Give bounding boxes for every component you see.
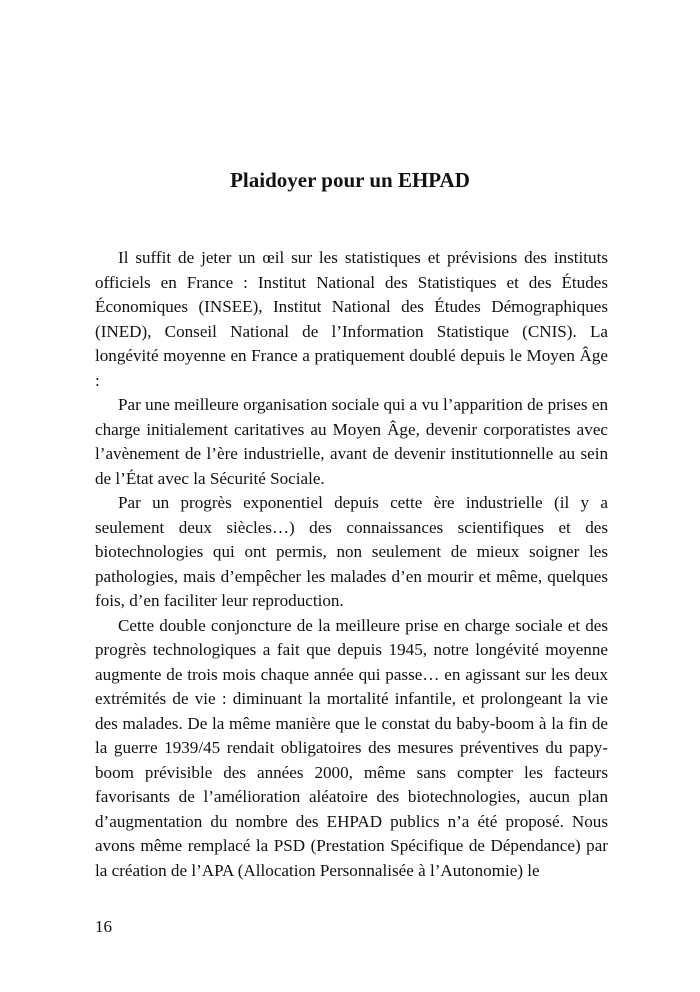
paragraph: Il suffit de jeter un œil sur les statistiques et prévisions des instituts officiels en France : Institut National des Statistiques et des Études Économiques (INSEE), Institut National des Études Démographiques (INED), Conseil National de l’Information Statistique (CNIS). La longévité moyenne en France a pratiquement doublé depuis le Moyen Âge : xyxy=(95,248,608,390)
chapter-title: Plaidoyer pour un EHPAD xyxy=(230,168,470,192)
paragraph: Par un progrès exponentiel depuis cette ère industrielle (il y a seulement deux siècles…) des connaissances scientifiques et des biotechnologies qui ont permis, non seulement de mieux soigner les pathologies, mais d’empêcher les malades d’en mourir et même, quelques fois, d’en faciliter leur reproduction. xyxy=(95,493,608,610)
paragraph: Par une meilleure organisation sociale qui a vu l’apparition de prises en charge initialement caritatives au Moyen Âge, devenir corporatistes avec l’avènement de l’ère industrielle, avant de devenir institutionnelle au sein de l’État avec la Sécurité Sociale. xyxy=(95,395,608,488)
page-number: 16 xyxy=(95,917,112,936)
paragraph: Cette double conjoncture de la meilleure prise en charge sociale et des progrès technologiques a fait que depuis 1945, notre longévité moyenne augmente de trois mois chaque année qui passe… en agissant sur les deux extrémités de vie : diminuant la mortalité infantile, et prolongeant la vie des malades. De la même manière que le constat du baby-boom à la fin de la guerre 1939/45 rendait obligatoires des mesures préventives du papy-boom prévisible des années 2000, même sans compter les facteurs favorisants de l’amélioration aléatoire des biotechnologies, aucun plan d’augmentation du nombre des EHPAD publics n’a été proposé. Nous avons même remplacé la PSD (Prestation Spécifique de Dépendance) par la création de l’APA (Allocation Personnalisée à l’Autonomie) le xyxy=(95,615,608,880)
body-text xyxy=(95,246,608,883)
